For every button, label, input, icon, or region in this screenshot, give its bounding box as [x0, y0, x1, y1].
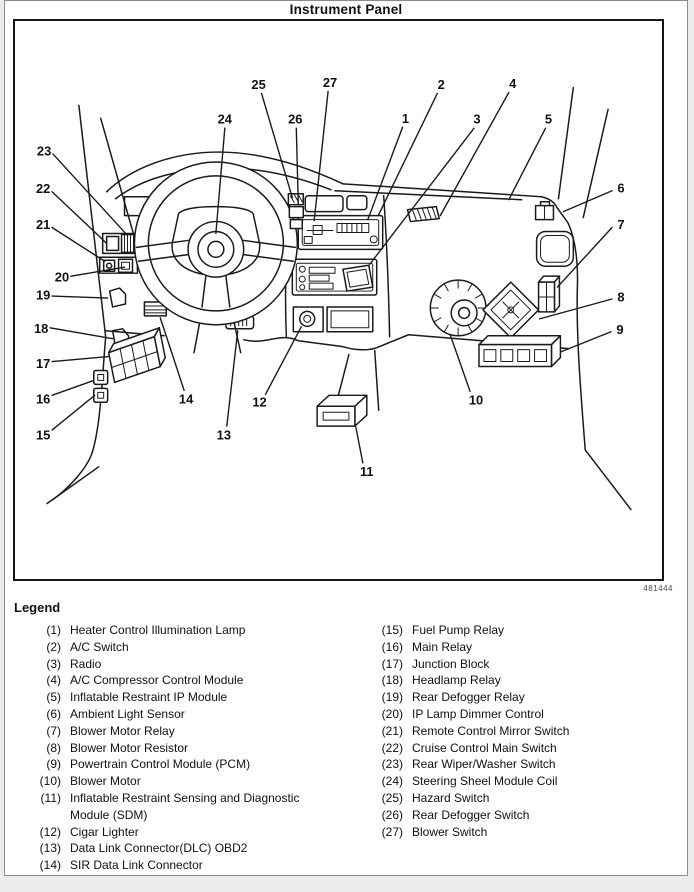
legend-item-17	[370, 656, 680, 673]
hazard-defogger-switch-stack	[288, 194, 303, 229]
legend-item-number: (1)	[46, 623, 61, 637]
blower-switch-shape	[290, 220, 302, 229]
legend	[14, 622, 682, 874]
legend-item-label: Steering Sheel Module Coil	[412, 774, 558, 789]
callout-leader-5	[509, 128, 546, 199]
legend-item-20	[370, 706, 680, 723]
cigar-lighter-panel-shape	[293, 307, 323, 332]
legend-item-label: Hazard Switch	[412, 790, 490, 805]
legend-item-8	[14, 740, 370, 757]
legend-item-5	[14, 689, 370, 706]
callout-number-13: 13	[216, 427, 231, 443]
legend-item-number: (15)	[381, 623, 403, 637]
callout-number-24: 24	[217, 111, 232, 127]
legend-item-number: (27)	[381, 824, 403, 839]
callout-number-27: 27	[322, 75, 338, 91]
callout-number-7: 7	[617, 217, 625, 233]
callout-number-16: 16	[35, 391, 51, 407]
callout-number-15: 15	[35, 427, 51, 443]
callout-leader-13	[227, 331, 238, 426]
legend-item-10	[14, 773, 370, 790]
callout-leader-22	[52, 192, 107, 244]
legend-item-16	[370, 639, 680, 656]
callout-leader-21	[52, 228, 105, 262]
legend-item-number: (4)	[46, 673, 61, 688]
callout-number-22: 22	[35, 181, 51, 197]
legend-item-13	[14, 840, 370, 857]
main-relay-shape	[94, 370, 108, 384]
legend-item-number: (20)	[381, 706, 403, 721]
legend-item-number: (11)	[40, 790, 61, 805]
legend-item-label: IP Lamp Dimmer Control	[412, 706, 544, 721]
legend-item-19	[370, 689, 680, 706]
callout-leader-17	[52, 357, 109, 362]
legend-column-left	[14, 622, 370, 874]
callout-leader-9	[561, 332, 611, 352]
legend-item-label: Remote Control Mirror Switch	[412, 723, 570, 738]
legend-title: Legend	[14, 600, 61, 615]
legend-item-number: (3)	[46, 656, 61, 671]
callout-leader-18	[50, 328, 113, 339]
callout-leader-19	[52, 296, 108, 298]
rear-defogger-switch-shape	[289, 207, 303, 218]
legend-item-label: Cigar Lighter	[70, 824, 139, 839]
legend-item-6	[14, 706, 370, 723]
legend-item-label: Inflatable Restraint Sensing and Diagnostic Module (SDM)	[70, 790, 300, 822]
legend-item-number: (21)	[381, 723, 403, 738]
callout-number-18: 18	[33, 321, 49, 337]
steering-wheel	[134, 162, 297, 325]
fuel-pump-relay-shape	[94, 388, 108, 402]
legend-item-number: (24)	[381, 774, 403, 789]
legend-item-number: (19)	[381, 690, 403, 705]
legend-item-label: Data Link Connector(DLC) OBD2	[70, 841, 248, 856]
legend-item-label: Blower Motor	[70, 774, 141, 789]
legend-item-number: (7)	[46, 723, 61, 738]
legend-item-number: (10)	[39, 774, 61, 789]
callout-number-1: 1	[401, 110, 410, 126]
legend-item-number: (14)	[39, 858, 61, 873]
legend-item-4	[14, 672, 370, 689]
legend-item-14	[14, 857, 370, 874]
legend-item-1	[14, 622, 370, 639]
callout-number-6: 6	[617, 180, 625, 196]
legend-item-label: Blower Motor Resistor	[70, 740, 189, 755]
legend-item-label: Junction Block	[412, 656, 490, 671]
legend-item-number: (6)	[46, 706, 61, 721]
legend-item-15	[370, 622, 680, 639]
callout-number-3: 3	[473, 111, 481, 127]
legend-item-number: (23)	[381, 757, 403, 772]
legend-item-18	[370, 672, 680, 689]
legend-item-2	[14, 639, 370, 656]
legend-item-label: Headlamp Relay	[412, 673, 501, 688]
legend-item-7	[14, 723, 370, 740]
legend-item-27	[370, 824, 680, 841]
legend-column-right	[370, 622, 680, 840]
callout-number-20: 20	[54, 269, 70, 285]
legend-item-11	[14, 790, 370, 824]
callout-number-17: 17	[35, 356, 51, 372]
legend-item-label: Ambient Light Sensor	[70, 706, 185, 721]
legend-item-label: Blower Switch	[412, 824, 488, 839]
glove-box-shape	[537, 231, 574, 266]
legend-item-number: (22)	[381, 740, 403, 755]
right-side-components	[536, 202, 574, 312]
instrument-panel-drawing	[15, 21, 662, 579]
callout-number-23: 23	[36, 143, 52, 159]
legend-item-label: Radio	[70, 656, 102, 671]
callout-number-2: 2	[437, 77, 445, 93]
legend-item-3	[14, 656, 370, 673]
legend-item-label: Rear Wiper/Washer Switch	[412, 757, 556, 772]
legend-item-label: A/C Compressor Control Module	[70, 673, 244, 688]
legend-item-number: (25)	[381, 790, 403, 805]
callout-leader-11	[356, 427, 363, 463]
page-frame	[4, 0, 688, 876]
legend-item-number: (12)	[39, 824, 61, 839]
legend-item-label: Rear Defogger Switch	[412, 807, 530, 822]
legend-item-label: Cruise Control Main Switch	[412, 740, 557, 755]
legend-item-label: Main Relay	[412, 639, 473, 654]
callout-number-11: 11	[359, 464, 374, 480]
callout-number-26: 26	[288, 111, 303, 127]
callout-leader-16	[52, 380, 94, 395]
callout-leader-1	[368, 127, 403, 219]
legend-item-number: (18)	[381, 673, 403, 688]
callout-number-4: 4	[509, 76, 517, 92]
legend-item-label: Powertrain Control Module (PCM)	[70, 757, 251, 772]
figure-number: 481444	[643, 584, 673, 593]
callout-number-14: 14	[178, 391, 194, 407]
legend-item-label: Fuel Pump Relay	[412, 623, 505, 637]
pcm-shape	[479, 336, 560, 345]
legend-item-22	[370, 740, 680, 757]
legend-item-number: (9)	[46, 757, 61, 772]
callout-number-8: 8	[617, 289, 625, 305]
callout-number-9: 9	[616, 322, 624, 338]
callout-leader-23	[53, 154, 127, 235]
legend-item-label: Blower Motor Relay	[70, 723, 175, 738]
legend-item-number: (26)	[381, 807, 403, 822]
legend-item-21	[370, 723, 680, 740]
legend-item-label: Rear Defogger Relay	[412, 690, 525, 705]
legend-item-number: (5)	[46, 690, 61, 705]
legend-item-number: (13)	[39, 841, 61, 856]
legend-item-25	[370, 790, 680, 807]
legend-item-label: SIR Data Link Connector	[70, 858, 203, 873]
legend-item-label: A/C Switch	[70, 639, 129, 654]
rear-defogger-relay-shape	[110, 288, 126, 307]
legend-item-number: (2)	[46, 639, 61, 654]
callout-leader-15	[52, 395, 95, 430]
callout-number-25: 25	[251, 77, 266, 93]
junction-block-and-relays	[94, 328, 165, 402]
legend-item-12	[14, 824, 370, 841]
cigar-lighter-shape	[300, 311, 315, 326]
callout-number-19: 19	[35, 287, 51, 303]
legend-item-number: (8)	[46, 740, 61, 755]
callout-leader-27	[314, 91, 328, 220]
callout-number-5: 5	[544, 111, 553, 127]
legend-item-number: (16)	[381, 639, 403, 654]
callout-number-12: 12	[252, 394, 267, 410]
legend-item-label: Heater Control Illumination Lamp	[70, 623, 246, 637]
callout-number-10: 10	[468, 392, 484, 408]
diagram-frame	[13, 19, 664, 581]
blower-and-modules	[317, 280, 560, 426]
legend-item-26	[370, 807, 680, 824]
callout-number-21: 21	[35, 217, 51, 233]
legend-item-number: (17)	[381, 656, 403, 671]
legend-item-label: Inflatable Restraint IP Module	[70, 690, 228, 705]
legend-item-9	[14, 756, 370, 773]
callout-leader-10	[450, 335, 470, 392]
legend-item-23	[370, 756, 680, 773]
callout-leader-6	[563, 191, 612, 212]
page-title: Instrument Panel	[289, 2, 403, 17]
legend-item-24	[370, 773, 680, 790]
